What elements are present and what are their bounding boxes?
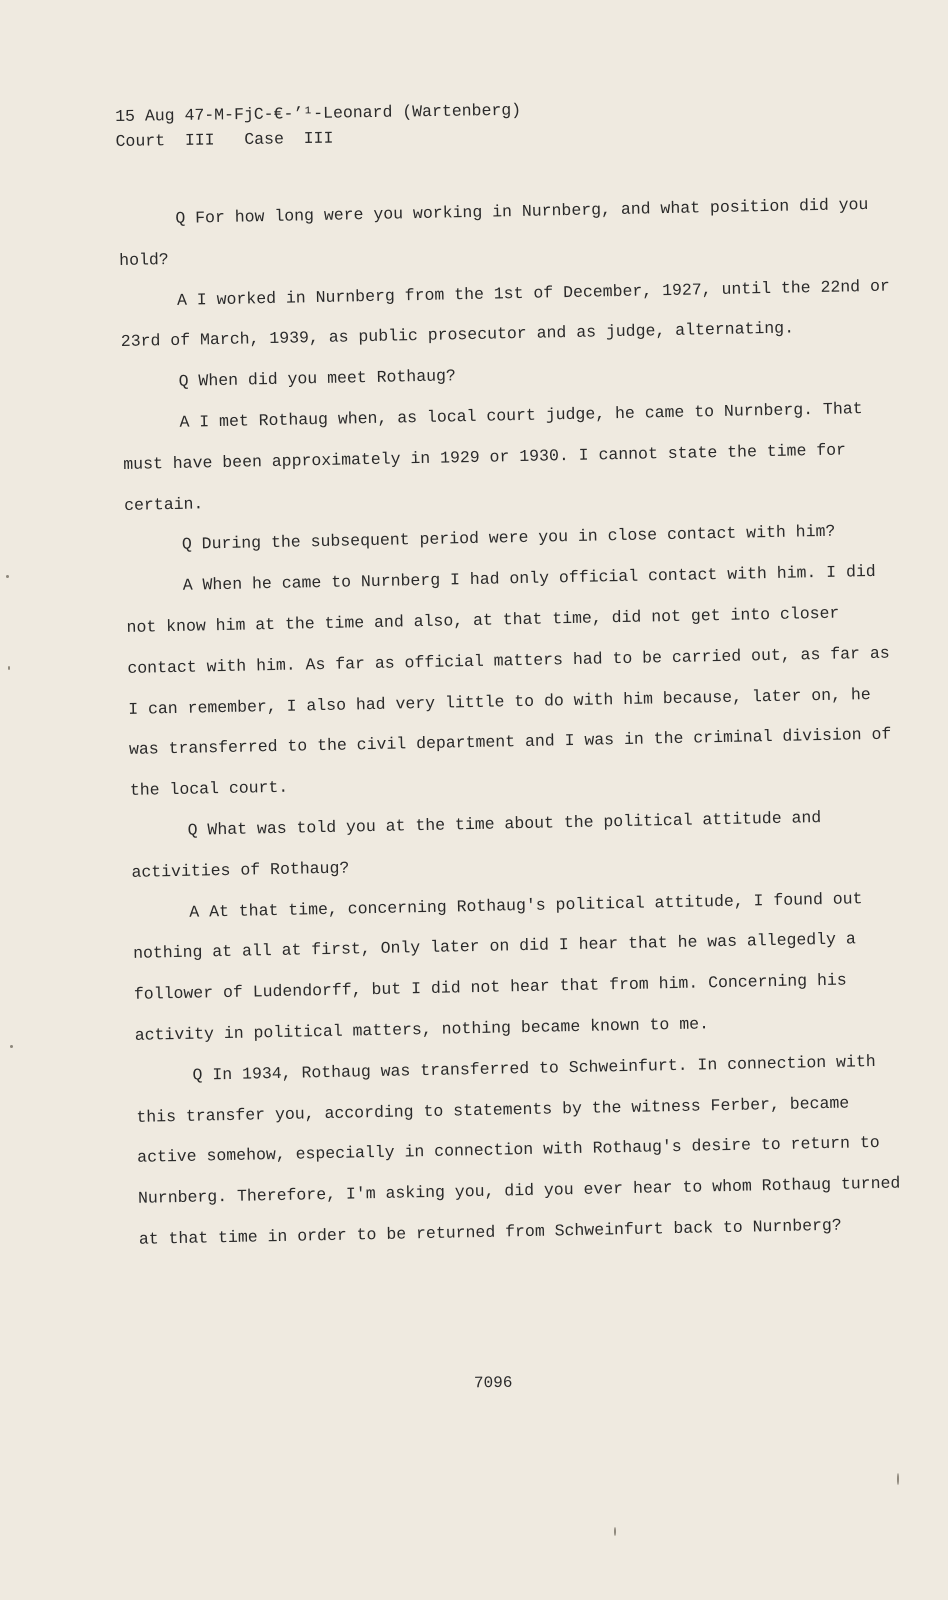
header-line-court-case: Court III Case III [115,128,334,151]
transcript-paragraph-a1: A I worked in Nurnberg from the 1st of December, 1927, until the 22nd or 23rd of March, 1939, as public prosecutor and as judge, alternating. [120,276,890,352]
transcript-paragraph-q4: Q What was told you at the time about the political attitude and activities of Rothaug? [131,807,822,882]
transcript-body [118,184,914,1260]
transcript-paragraph-a3: A When he came to Nurnberg I had only official contact with him. I did not know him at the time and also, at that time, did not get into closer contact with him. As far as official matters had to be carried out, as far as I can remember, I also had very little to do with him because, later on, he was transferred to the civil department and I was in the criminal division of the local court. [126,562,892,801]
transcript-paragraph-a2: A I met Rothaug when, as local court judge, he came to Nurnberg. That must have been approximately in 1929 or 1930. I cannot state the time for certain. [123,399,863,515]
transcript-paragraph-q1: Q For how long were you working in Nurnberg, and what position did you hold? [119,194,869,270]
transcript-paragraph-a4: A At that time, concerning Rothaug's political attitude, I found out nothing at all at first, Only later on did I hear that he was allegedly a follower of Ludendorff, but I did not hear that from him. Concerning his activity in political matters, nothing became known to me. [132,888,863,1045]
transcript-paragraph-q2: Q When did you meet Rothaug? [178,366,457,392]
transcript-paragraph-q3: Q During the subsequent period were you in close contact with him? [181,522,836,555]
paper-speck [614,1527,616,1536]
paper-speck [8,666,10,670]
header-line-date-reference: 15 Aug 47-M-FjC-€-’¹-Leonard (Wartenberg) [115,100,522,126]
paper-speck [897,1473,899,1485]
transcript-paragraph-q5: Q In 1934, Rothaug was transferred to Schweinfurt. In connection with this transfer you, according to statements by the witness Ferber, became active somehow, especially in connection with Rothaug's desire to return to Nurnberg. Therefore, I'm asking you, did you ever hear to whom Rothaug turned at that time in order to be returned from Schweinfurt back to Nurnberg? [136,1051,901,1249]
paper-speck [10,1045,13,1048]
page-number: 7096 [473,1373,513,1393]
document-header [115,98,522,154]
paper-speck [6,575,9,578]
